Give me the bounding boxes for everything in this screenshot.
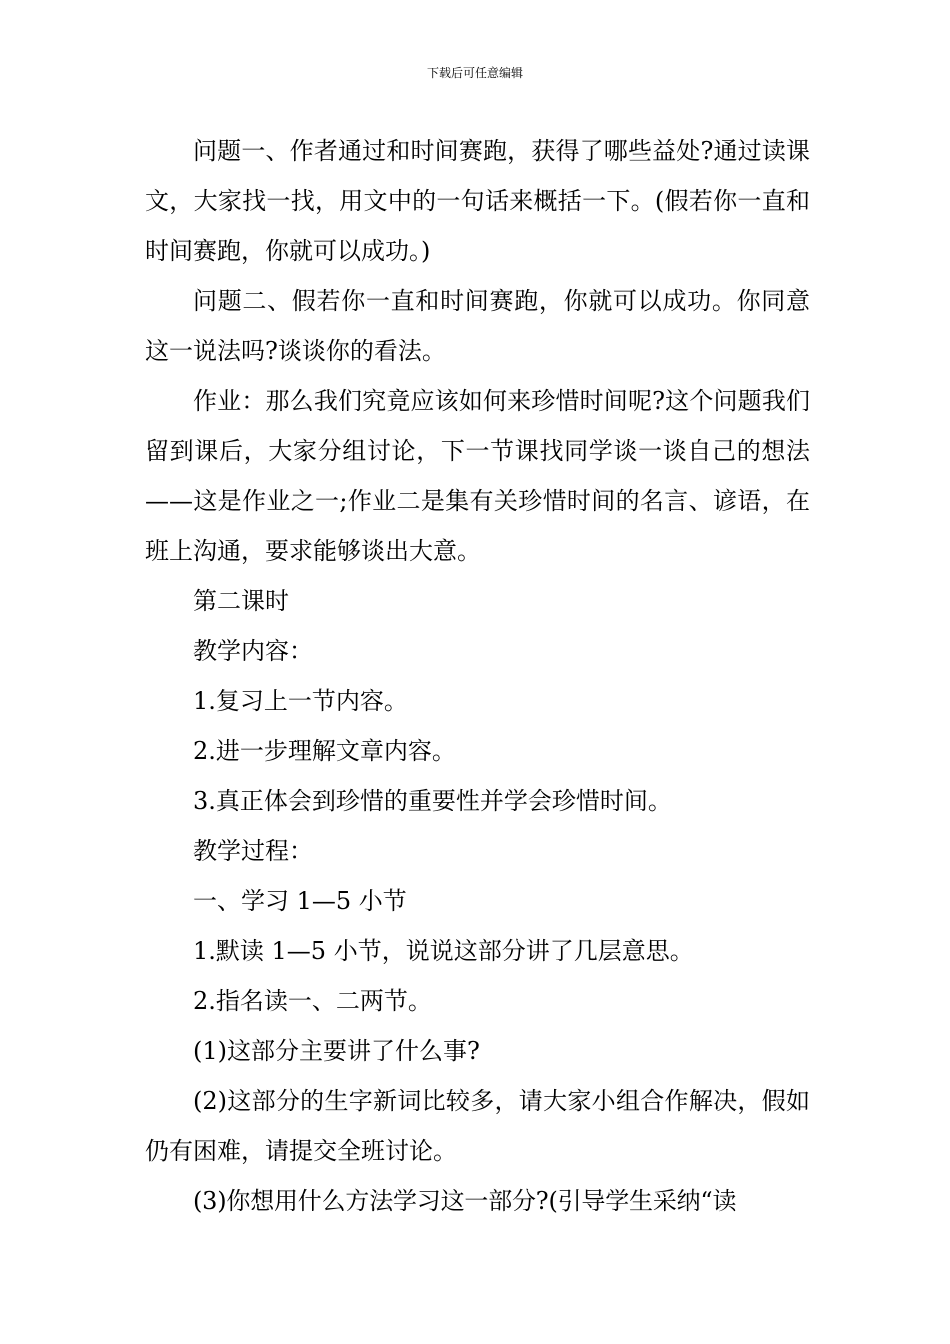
sub-question-1: (1)这部分主要讲了什么事? <box>193 1037 480 1065</box>
process-step-2: 2.指名读一、二两节。 <box>193 987 432 1015</box>
paragraph-question-2: 问题二、假若你一直和时间赛跑，你就可以成功。你同意这一说法吗?谈谈你的看法。 <box>145 287 810 365</box>
teaching-content-heading: 教学内容： <box>193 637 313 665</box>
section-heading-second-lesson: 第二课时 <box>193 587 289 615</box>
paragraph-homework: 作业：那么我们究竟应该如何来珍惜时间呢?这个问题我们留到课后，大家分组讨论，下一节课找同学谈一谈自己的想法——这是作业之一;作业二是集有关珍惜时间的名言、谚语，在班上沟通，要求能够谈出大意。 <box>145 387 810 565</box>
teaching-content-item-2: 2.进一步理解文章内容。 <box>193 737 456 765</box>
page-header: 下载后可任意编辑 <box>426 66 523 80</box>
process-step-1: 1.默读 1—5 小节，说说这部分讲了几层意思。 <box>193 937 694 965</box>
teaching-process-heading: 教学过程： <box>193 837 313 865</box>
paragraph-question-1: 问题一、作者通过和时间赛跑，获得了哪些益处?通过读课文，大家找一找，用文中的一句话来概括一下。(假若你一直和时间赛跑，你就可以成功。) <box>145 137 810 265</box>
study-section-heading: 一、学习 1—5 小节 <box>193 887 407 915</box>
sub-question-2: (2)这部分的生字新词比较多，请大家小组合作解决，假如仍有困难，请提交全班讨论。 <box>145 1087 810 1165</box>
teaching-content-item-3: 3.真正体会到珍惜的重要性并学会珍惜时间。 <box>193 787 672 815</box>
teaching-content-item-1: 1.复习上一节内容。 <box>193 687 408 715</box>
document-body <box>145 126 810 1226</box>
sub-question-3: (3)你想用什么方法学习这一部分?(引导学生采纳“读 <box>193 1187 737 1215</box>
